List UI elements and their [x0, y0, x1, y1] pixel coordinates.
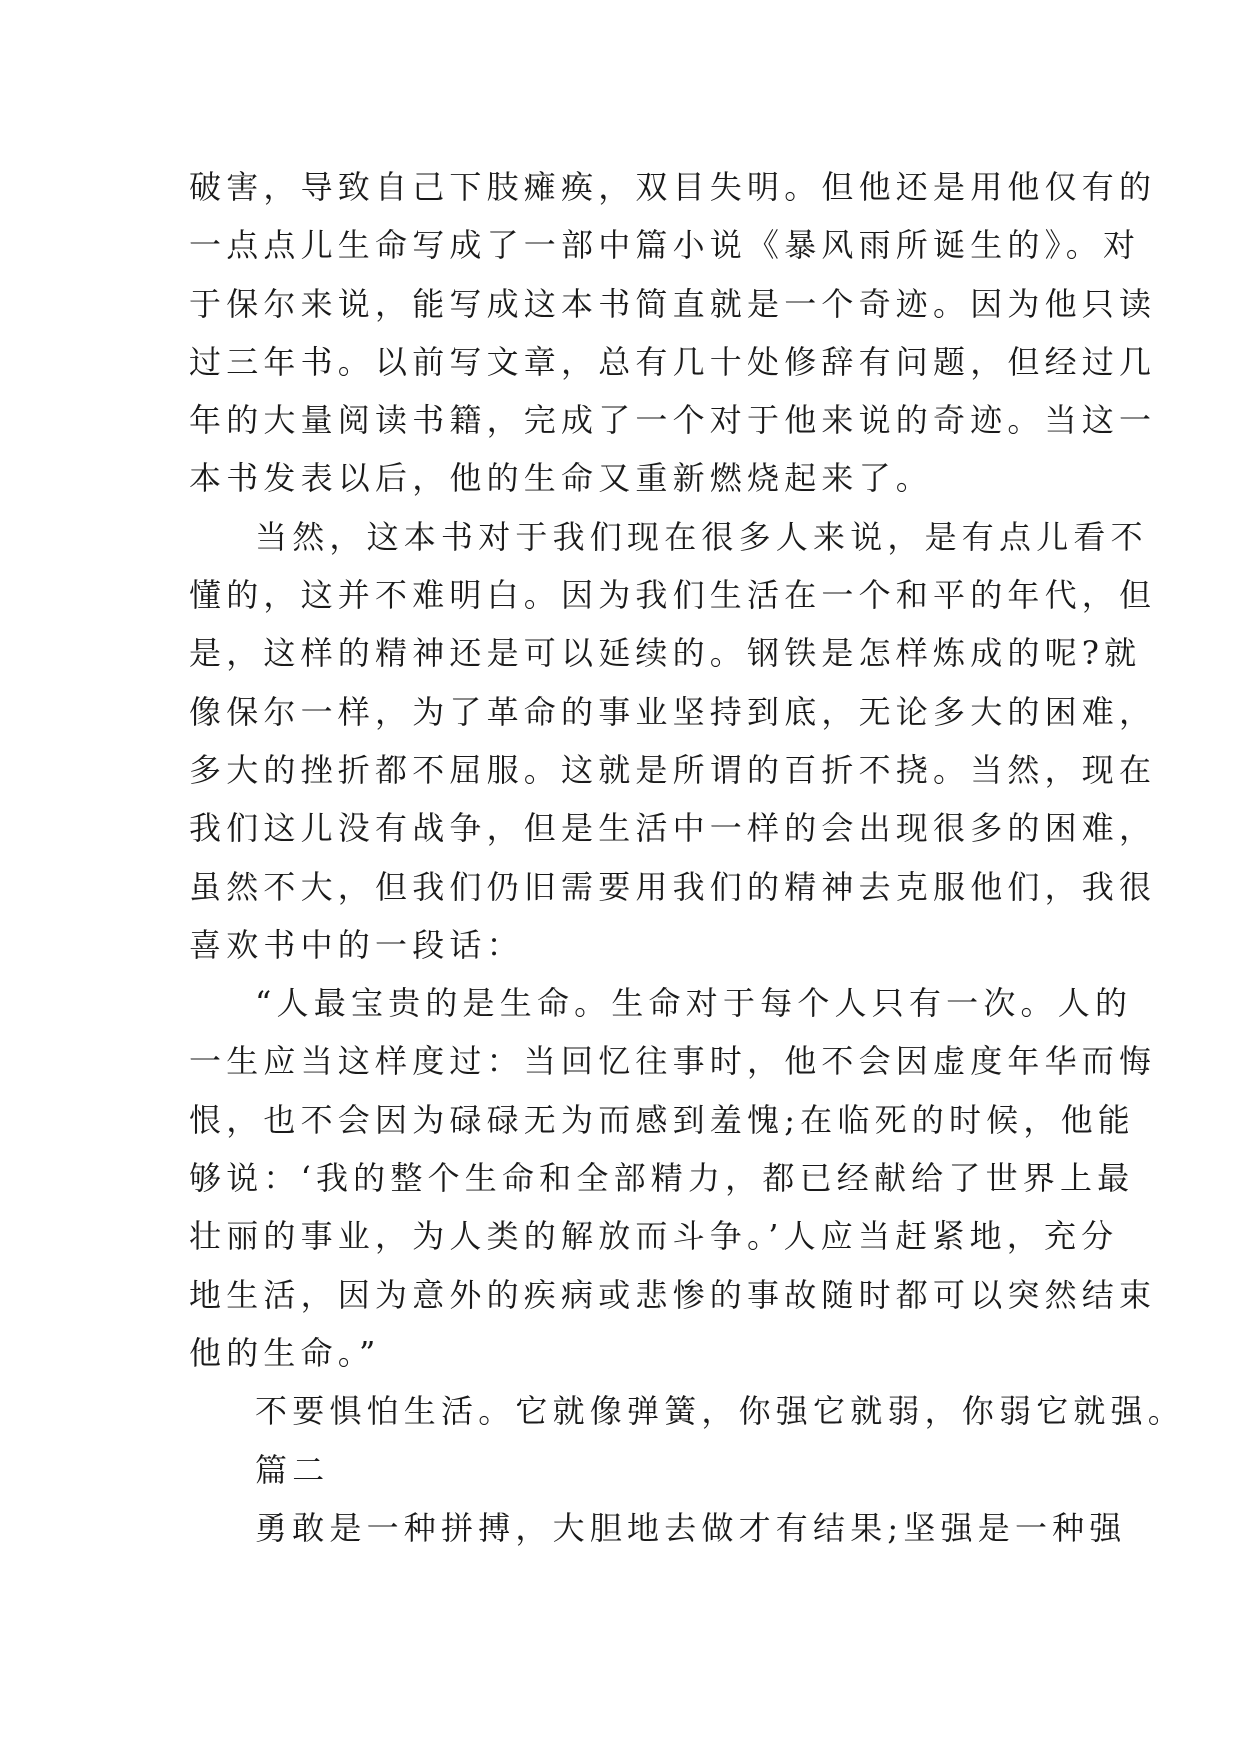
- quote-line: 一生应当这样度过：当回忆往事时，他不会因虚度年华而悔: [189, 1042, 1157, 1081]
- text-line: 本书发表以后，他的生命又重新燃烧起来了。: [189, 459, 934, 498]
- text-line: 年的大量阅读书籍，完成了一个对于他来说的奇迹。当这一: [189, 401, 1157, 440]
- text-line: 于保尔来说，能写成这本书简直就是一个奇迹。因为他只读: [189, 284, 1157, 323]
- paragraph-first-line: 当然，这本书对于我们现在很多人来说，是有点儿看不: [255, 517, 1148, 556]
- text-line: 我们这儿没有战争，但是生活中一样的会出现很多的困难，: [189, 809, 1157, 848]
- text-line: 懂的，这并不难明白。因为我们生活在一个和平的年代，但: [189, 576, 1157, 615]
- paragraph-first-line: 不要惧怕生活。它就像弹簧，你强它就弱，你弱它就强。: [255, 1392, 1186, 1431]
- text-line: 多大的挫折都不屈服。这就是所谓的百折不挠。当然，现在: [189, 750, 1157, 789]
- text-line: 像保尔一样，为了革命的事业坚持到底，无论多大的困难，: [189, 692, 1157, 731]
- section-heading: 篇二: [255, 1450, 330, 1489]
- text-line: 过三年书。以前写文章，总有几十处修辞有问题，但经过几: [189, 342, 1157, 381]
- text-line: 一点点儿生命写成了一部中篇小说《暴风雨所诞生的》。对: [189, 226, 1141, 265]
- text-line: 破害，导致自己下肢瘫痪，双目失明。但他还是用他仅有的: [189, 168, 1157, 206]
- quote-line: 恨，也不会因为碌碌无为而感到羞愧;在临死的时候，他能: [189, 1100, 1135, 1139]
- text-line: 虽然不大，但我们仍旧需要用我们的精神去克服他们，我很: [189, 867, 1157, 906]
- quote-line: 他的生命。”: [189, 1333, 381, 1372]
- text-line: 是，这样的精神还是可以延续的。钢铁是怎样炼成的呢?就: [189, 634, 1142, 673]
- paragraph-first-line: 勇敢是一种拼搏，大胆地去做才有结果;坚强是一种强: [255, 1508, 1127, 1547]
- quote-line: 地生活，因为意外的疾病或悲惨的事故随时都可以突然结束: [189, 1275, 1157, 1314]
- quote-first-line: “人最宝贵的是生命。生命对于每个人只有一次。人的: [255, 984, 1133, 1023]
- document-body: [189, 158, 1186, 1557]
- text-line: 喜欢书中的一段话：: [189, 925, 524, 964]
- quote-line: 够说：‘我的整个生命和全部精力，都已经献给了世界上最: [189, 1159, 1135, 1198]
- quote-line: 壮丽的事业，为人类的解放而斗争。’人应当赶紧地，充分: [189, 1217, 1119, 1256]
